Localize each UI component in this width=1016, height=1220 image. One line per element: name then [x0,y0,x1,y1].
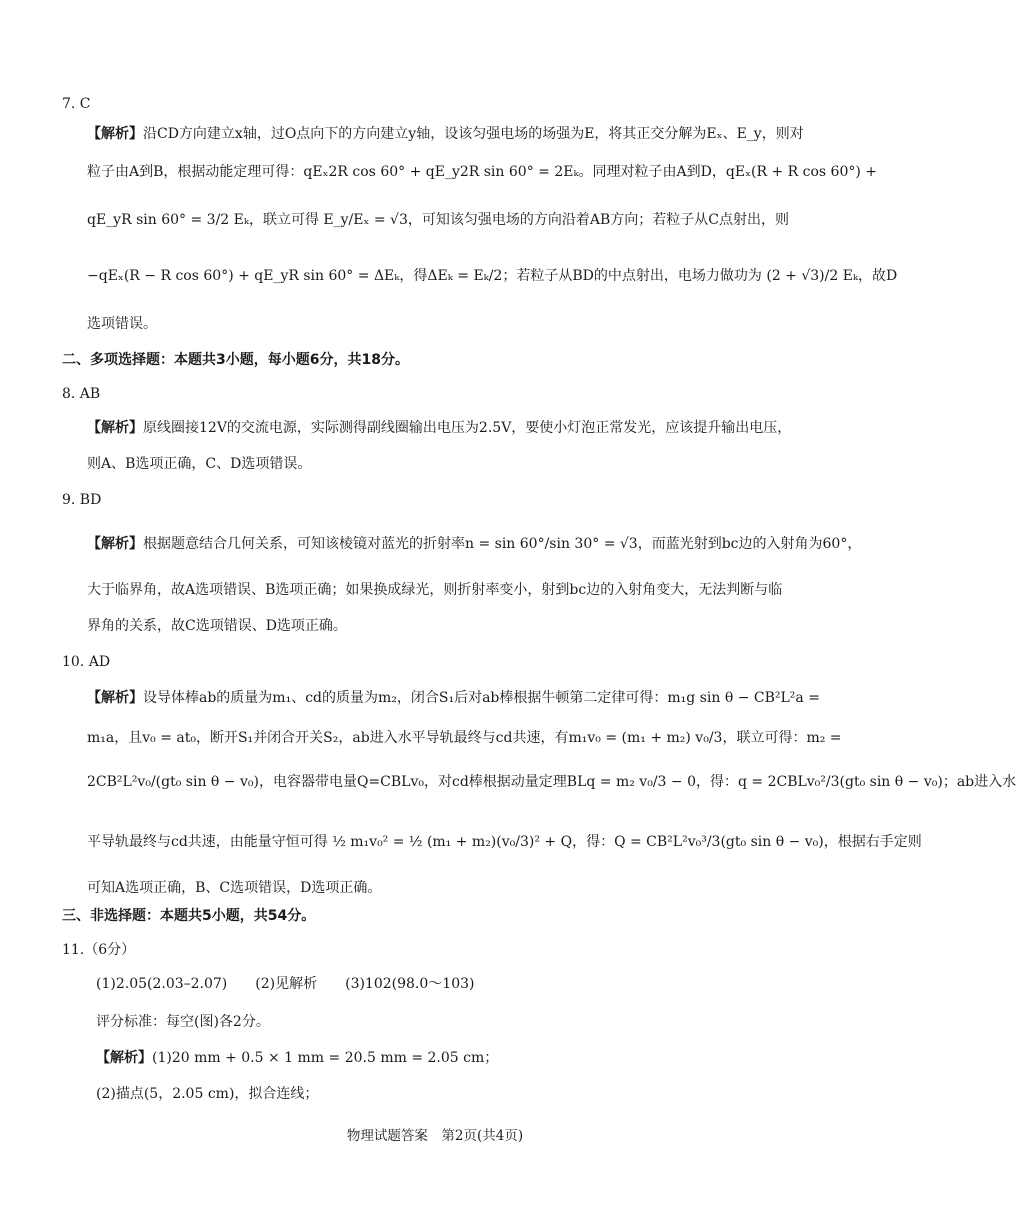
line-text: 根据题意结合几何关系，可知该棱镜对蓝光的折射率n = sin 60°/sin 30° = √3，而蓝光射到bc边的入射角为60°， [143,536,862,552]
line-text: 三、非选择题：本题共5小题，共54分。 [62,908,316,924]
line-text: 粒子由A到B，根据动能定理可得：qEₓ2R cos 60° + qE_y2R sin 60° = 2Eₖ。同理对粒子由A到D，qEₓ(R + R cos 60°) + [87,164,877,180]
section-3 [62,906,315,926]
section-2 [62,350,409,370]
line-text: m₁a，且v₀ = at₀，断开S₁并闭合开关S₂，ab进入水平导轨最终与cd共速，有m₁v₀ = (m₁ + m₂) v₀/3，联立可得：m₂ = [87,730,842,746]
analysis-tag: 【解析】 [87,126,143,142]
q10-l3 [87,772,1016,792]
q11-l2 [96,1012,270,1032]
line-text: 可知A选项正确，B、C选项错误，D选项正确。 [87,880,382,896]
q9-l3 [87,616,347,636]
line-text: 平导轨最终与cd共速，由能量守恒可得 ½ m₁v₀² = ½ (m₁ + m₂)(v₀/3)² + Q，得：Q = CB²L²v₀³/3(gt₀ sin θ − v₀)，根据右手定则 [87,834,922,850]
line-text: 2CB²L²v₀/(gt₀ sin θ − v₀)，电容器带电量Q=CBLv₀，对cd棒根据动量定理BLq = m₂ v₀/3 − 0，得：q = 2CBLv₀²/3(gt₀ sin θ − v₀)；ab进入水 [87,774,1016,790]
line-text: 评分标准：每空(图)各2分。 [96,1014,270,1030]
q11-answer [62,940,135,960]
q11-l4 [96,1084,318,1104]
line-text: (1)2.05(2.03–2.07) (2)见解析 (3)102(98.0～103) [96,976,475,992]
line-text: 二、多项选择题：本题共3小题，每小题6分，共18分。 [62,352,409,368]
page-footer: 物理试题答案 第2页(共4页) [346,1128,524,1144]
line-text: 10. AD [62,654,111,670]
line-text: 9. BD [62,492,102,508]
line-text: (1)20 mm + 0.5 × 1 mm = 20.5 mm = 2.05 cm； [152,1050,499,1066]
line-text: 7. C [62,96,91,112]
line-text: 11.（6分） [62,942,136,958]
q8-l1 [87,418,791,438]
line-text: 选项错误。 [87,316,157,332]
line-text: 界角的关系，故C选项错误、D选项正确。 [87,618,347,634]
analysis-tag: 【解析】 [96,1050,152,1066]
q8-answer [62,384,100,404]
q7-l1 [87,124,804,144]
q10-l2 [87,728,842,748]
q7-l2 [87,162,877,182]
q7-l4 [87,266,897,286]
line-text: (2)描点(5，2.05 cm)，拟合连线； [96,1086,319,1102]
line-text: 沿CD方向建立x轴，过O点向下的方向建立y轴，设该匀强电场的场强为E，将其正交分解为Eₓ、E_y，则对 [143,126,804,142]
q11-l1 [96,974,474,994]
analysis-tag: 【解析】 [87,690,143,706]
line-text: 8. AB [62,386,101,402]
q10-l4 [87,832,922,852]
q7-l5 [87,314,157,334]
q11-l3 [96,1048,498,1068]
line-text: 大于临界角，故A选项错误、B选项正确；如果换成绿光，则折射率变小，射到bc边的入射角变大，无法判断与临 [87,582,783,598]
line-text: −qEₓ(R − R cos 60°) + qE_yR sin 60° = ΔEₖ，得ΔEₖ = Eₖ/2；若粒子从BD的中点射出，电场力做功为 (2 + √3)/2 Eₖ，故D [87,268,898,284]
q9-l1 [87,534,861,554]
q8-l2 [87,454,311,474]
q7-l3 [87,210,789,230]
line-text: 设导体棒ab的质量为m₁、cd的质量为m₂，闭合S₁后对ab棒根据牛顿第二定律可得：m₁g sin θ − CB²L²a = [143,690,820,706]
q9-answer [62,490,101,510]
q10-answer [62,652,110,672]
q10-l5 [87,878,381,898]
analysis-tag: 【解析】 [87,536,143,552]
q7-answer [62,94,91,114]
line-text: qE_yR sin 60° = 3/2 Eₖ，联立可得 E_y/Eₓ = √3，可知该匀强电场的方向沿着AB方向；若粒子从C点射出，则 [87,212,789,228]
q9-l2 [87,580,782,600]
line-text: 原线圈接12V的交流电源，实际测得副线圈输出电压为2.5V，要使小灯泡正常发光，应该提升输出电压， [143,420,792,436]
q10-l1 [87,688,820,708]
line-text: 则A、B选项正确，C、D选项错误。 [87,456,312,472]
analysis-tag: 【解析】 [87,420,143,436]
